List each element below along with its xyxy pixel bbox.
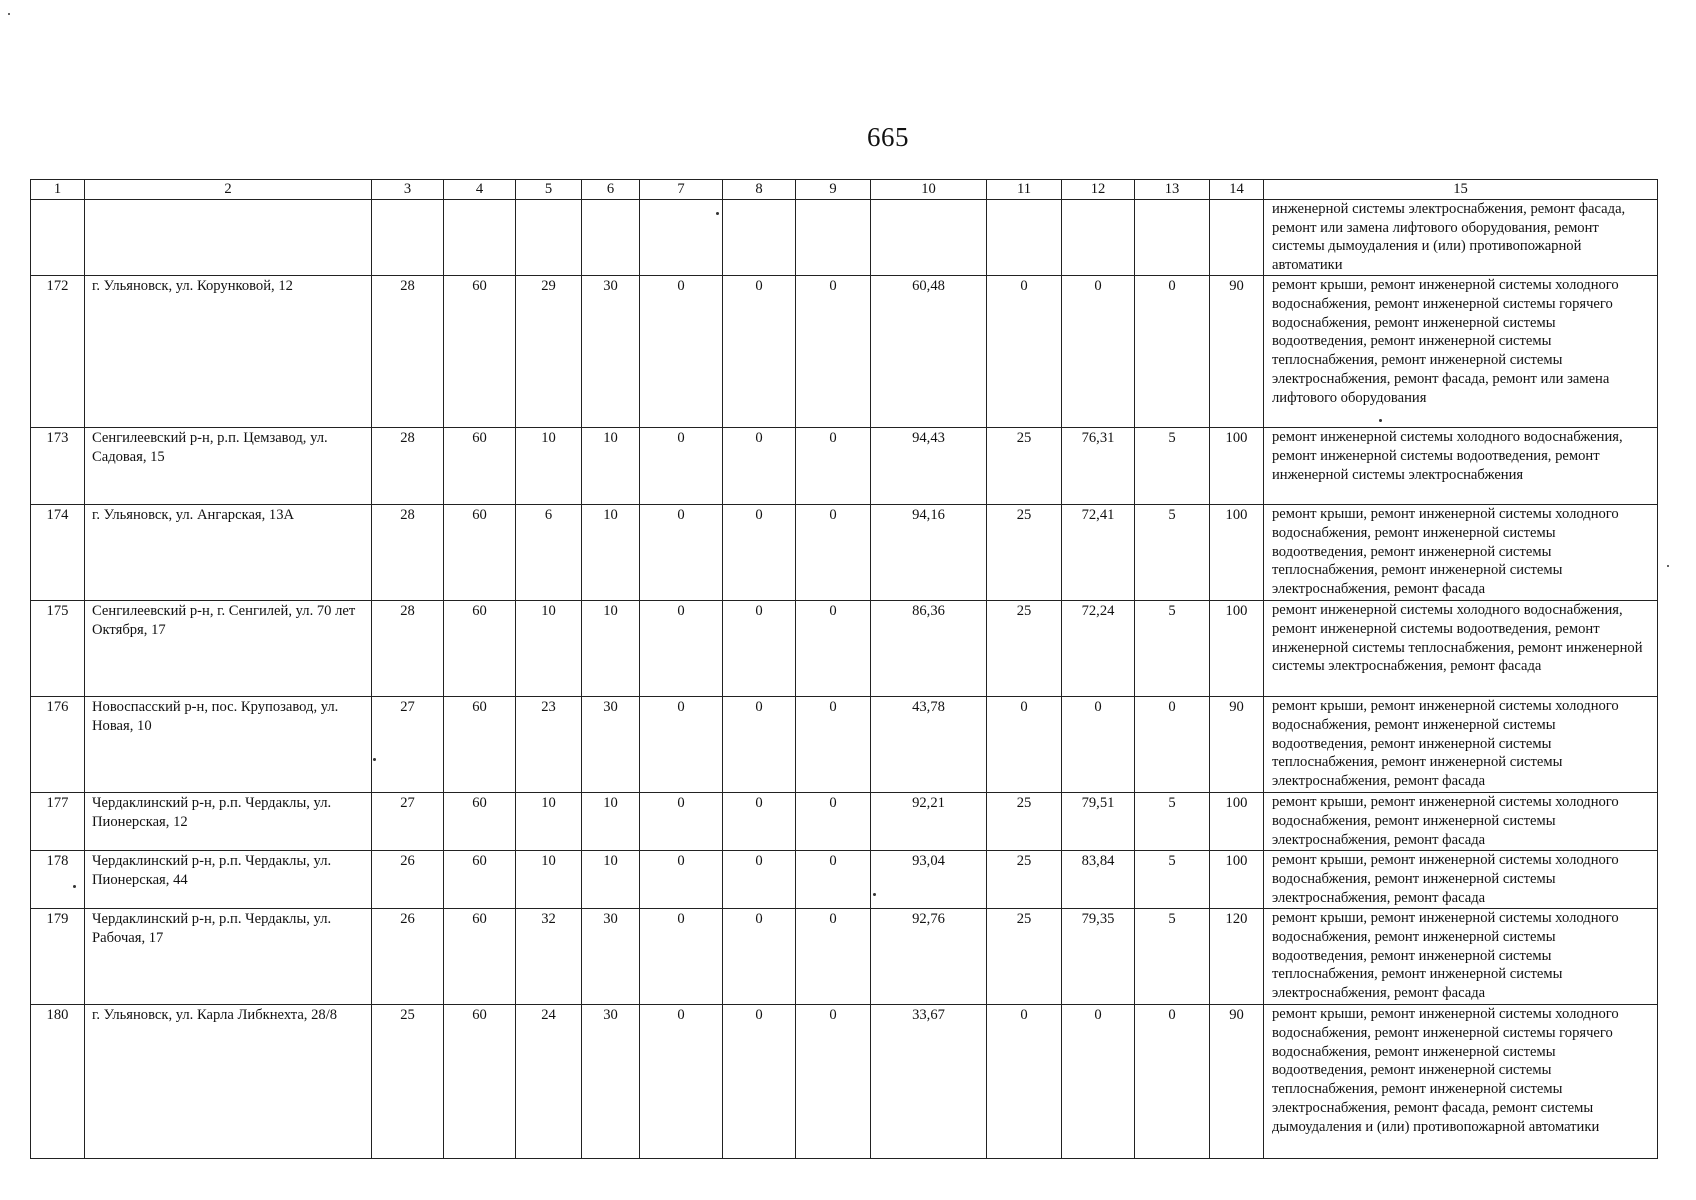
header-cell: 2 [85, 180, 372, 200]
page-number: 665 [867, 122, 909, 152]
value-cell: 90 [1210, 275, 1264, 427]
header-cell: 12 [1062, 180, 1135, 200]
works-list-cell: ремонт крыши, ремонт инженерной системы холодного водоснабжения, ремонт инженерной системы электроснабжения, ремонт фасада [1264, 850, 1658, 908]
value-cell [582, 199, 640, 275]
row-number-cell [31, 199, 85, 275]
table-body [31, 199, 1658, 1158]
works-list-cell: ремонт крыши, ремонт инженерной системы холодного водоснабжения, ремонт инженерной системы водоотведения, ремонт инженерной системы теплоснабжения, ремонт инженерной системы электроснабжения, ремонт фасада [1264, 908, 1658, 1004]
table-row [31, 199, 1658, 275]
row-number-cell: 172 [31, 275, 85, 427]
header-cell: 9 [796, 180, 871, 200]
works-list-cell: ремонт инженерной системы холодного водоснабжения, ремонт инженерной системы водоотведения, ремонт инженерной системы электроснабжения [1264, 427, 1658, 504]
column-number-header [31, 180, 1658, 200]
header-cell: 15 [1264, 180, 1658, 200]
address-cell: Чердаклинский р-н, р.п. Чердаклы, ул. Рабочая, 17 [85, 908, 372, 1004]
value-cell: 27 [372, 696, 444, 792]
value-cell: 25 [987, 427, 1062, 504]
value-cell: 100 [1210, 850, 1264, 908]
row-number-cell: 179 [31, 908, 85, 1004]
value-cell: 0 [723, 792, 796, 850]
header-cell: 8 [723, 180, 796, 200]
value-cell: 10 [582, 850, 640, 908]
table-row [31, 600, 1658, 696]
value-cell: 30 [582, 275, 640, 427]
value-cell: 94,43 [871, 427, 987, 504]
value-cell: 0 [723, 504, 796, 600]
works-list-cell: ремонт крыши, ремонт инженерной системы холодного водоснабжения, ремонт инженерной системы горячего водоснабжения, ремонт инженерной системы водоотведения, ремонт инженерной системы теплоснабжения, ремонт инженерной системы электроснабжения, ремонт фасада, ремонт системы дымоудаления и (или) противопожарной автоматики [1264, 1004, 1658, 1158]
value-cell: 0 [796, 504, 871, 600]
value-cell: 0 [796, 908, 871, 1004]
value-cell: 0 [987, 696, 1062, 792]
value-cell: 60 [444, 792, 516, 850]
value-cell: 0 [640, 275, 723, 427]
address-cell: Чердаклинский р-н, р.п. Чердаклы, ул. Пионерская, 44 [85, 850, 372, 908]
value-cell: 0 [796, 850, 871, 908]
value-cell: 60 [444, 504, 516, 600]
value-cell: 60 [444, 427, 516, 504]
value-cell [723, 199, 796, 275]
value-cell: 0 [723, 908, 796, 1004]
scan-speck [73, 885, 76, 888]
table-row [31, 696, 1658, 792]
value-cell: 28 [372, 600, 444, 696]
works-list-cell: ремонт инженерной системы холодного водоснабжения, ремонт инженерной системы водоотведения, ремонт инженерной системы теплоснабжения, ремонт инженерной системы электроснабжения, ремонт фасада [1264, 600, 1658, 696]
value-cell: 30 [582, 908, 640, 1004]
row-number-cell: 178 [31, 850, 85, 908]
row-number-cell: 177 [31, 792, 85, 850]
value-cell [1062, 199, 1135, 275]
value-cell [516, 199, 582, 275]
header-cell: 5 [516, 180, 582, 200]
value-cell: 0 [640, 696, 723, 792]
value-cell: 10 [582, 600, 640, 696]
value-cell: 0 [796, 427, 871, 504]
value-cell: 10 [516, 600, 582, 696]
value-cell: 24 [516, 1004, 582, 1158]
value-cell: 94,16 [871, 504, 987, 600]
row-number-cell: 175 [31, 600, 85, 696]
table-row [31, 908, 1658, 1004]
value-cell [1210, 199, 1264, 275]
value-cell: 0 [640, 1004, 723, 1158]
value-cell: 0 [723, 600, 796, 696]
value-cell: 0 [796, 792, 871, 850]
header-row [31, 180, 1658, 200]
value-cell: 10 [516, 427, 582, 504]
value-cell: 25 [987, 908, 1062, 1004]
value-cell: 90 [1210, 1004, 1264, 1158]
value-cell: 0 [723, 696, 796, 792]
value-cell: 0 [987, 275, 1062, 427]
value-cell: 60 [444, 908, 516, 1004]
value-cell: 60,48 [871, 275, 987, 427]
value-cell: 0 [796, 1004, 871, 1158]
value-cell: 0 [640, 427, 723, 504]
value-cell [987, 199, 1062, 275]
address-cell: Сенгилеевский р-н, р.п. Цемзавод, ул. Садовая, 15 [85, 427, 372, 504]
table-row [31, 850, 1658, 908]
value-cell: 100 [1210, 792, 1264, 850]
value-cell: 43,78 [871, 696, 987, 792]
value-cell: 76,31 [1062, 427, 1135, 504]
value-cell: 26 [372, 908, 444, 1004]
value-cell [871, 199, 987, 275]
scan-speck [716, 212, 719, 215]
header-cell: 1 [31, 180, 85, 200]
value-cell: 83,84 [1062, 850, 1135, 908]
value-cell: 0 [723, 275, 796, 427]
value-cell: 60 [444, 275, 516, 427]
value-cell: 0 [723, 850, 796, 908]
value-cell: 60 [444, 600, 516, 696]
value-cell: 72,24 [1062, 600, 1135, 696]
works-list-cell: ремонт крыши, ремонт инженерной системы холодного водоснабжения, ремонт инженерной системы водоотведения, ремонт инженерной системы теплоснабжения, ремонт инженерной системы электроснабжения, ремонт фасада [1264, 696, 1658, 792]
value-cell: 27 [372, 792, 444, 850]
repair-program-table [30, 179, 1658, 1159]
value-cell: 0 [640, 600, 723, 696]
value-cell: 33,67 [871, 1004, 987, 1158]
value-cell: 5 [1135, 504, 1210, 600]
value-cell: 5 [1135, 850, 1210, 908]
value-cell: 0 [796, 275, 871, 427]
header-cell: 4 [444, 180, 516, 200]
value-cell: 0 [640, 908, 723, 1004]
table-row [31, 504, 1658, 600]
address-cell: Новоспасский р-н, пос. Крупозавод, ул. Новая, 10 [85, 696, 372, 792]
scan-speck [1379, 419, 1382, 422]
value-cell: 32 [516, 908, 582, 1004]
table-row [31, 275, 1658, 427]
value-cell: 93,04 [871, 850, 987, 908]
value-cell: 0 [1135, 1004, 1210, 1158]
address-cell: Сенгилеевский р-н, г. Сенгилей, ул. 70 лет Октября, 17 [85, 600, 372, 696]
address-cell: г. Ульяновск, ул. Корунковой, 12 [85, 275, 372, 427]
row-number-cell: 174 [31, 504, 85, 600]
value-cell: 120 [1210, 908, 1264, 1004]
value-cell: 5 [1135, 600, 1210, 696]
value-cell: 92,76 [871, 908, 987, 1004]
value-cell: 28 [372, 504, 444, 600]
value-cell: 0 [796, 696, 871, 792]
value-cell: 28 [372, 275, 444, 427]
value-cell: 30 [582, 1004, 640, 1158]
value-cell: 25 [987, 792, 1062, 850]
value-cell: 0 [796, 600, 871, 696]
value-cell: 10 [582, 792, 640, 850]
value-cell: 26 [372, 850, 444, 908]
value-cell: 0 [1062, 275, 1135, 427]
value-cell: 0 [987, 1004, 1062, 1158]
value-cell: 25 [987, 504, 1062, 600]
value-cell: 10 [582, 427, 640, 504]
header-cell: 11 [987, 180, 1062, 200]
address-cell: Чердаклинский р-н, р.п. Чердаклы, ул. Пионерская, 12 [85, 792, 372, 850]
value-cell [444, 199, 516, 275]
row-number-cell: 176 [31, 696, 85, 792]
value-cell: 100 [1210, 504, 1264, 600]
value-cell: 60 [444, 696, 516, 792]
value-cell: 0 [723, 427, 796, 504]
table-row [31, 1004, 1658, 1158]
value-cell: 100 [1210, 600, 1264, 696]
table-row [31, 792, 1658, 850]
value-cell: 0 [640, 792, 723, 850]
header-cell: 10 [871, 180, 987, 200]
value-cell: 5 [1135, 792, 1210, 850]
value-cell: 0 [640, 504, 723, 600]
scan-speck [8, 13, 10, 15]
value-cell: 10 [516, 850, 582, 908]
scan-speck [373, 758, 376, 761]
row-number-cell: 180 [31, 1004, 85, 1158]
header-cell: 6 [582, 180, 640, 200]
value-cell: 0 [1062, 696, 1135, 792]
value-cell: 79,51 [1062, 792, 1135, 850]
works-list-cell: ремонт крыши, ремонт инженерной системы холодного водоснабжения, ремонт инженерной системы водоотведения, ремонт инженерной системы теплоснабжения, ремонт инженерной системы электроснабжения, ремонт фасада [1264, 504, 1658, 600]
value-cell: 5 [1135, 427, 1210, 504]
works-list-cell: инженерной системы электроснабжения, ремонт фасада, ремонт или замена лифтового оборудования, ремонт системы дымоудаления и (или) противопожарной автоматики [1264, 199, 1658, 275]
value-cell: 92,21 [871, 792, 987, 850]
value-cell: 23 [516, 696, 582, 792]
value-cell: 10 [516, 792, 582, 850]
address-cell: г. Ульяновск, ул. Ангарская, 13А [85, 504, 372, 600]
value-cell [796, 199, 871, 275]
works-list-cell: ремонт крыши, ремонт инженерной системы холодного водоснабжения, ремонт инженерной системы электроснабжения, ремонт фасада [1264, 792, 1658, 850]
header-cell: 14 [1210, 180, 1264, 200]
value-cell: 90 [1210, 696, 1264, 792]
value-cell: 5 [1135, 908, 1210, 1004]
value-cell: 6 [516, 504, 582, 600]
value-cell: 86,36 [871, 600, 987, 696]
address-cell [85, 199, 372, 275]
value-cell: 0 [640, 850, 723, 908]
value-cell [1135, 199, 1210, 275]
scan-speck [873, 893, 876, 896]
address-cell: г. Ульяновск, ул. Карла Либкнехта, 28/8 [85, 1004, 372, 1158]
table-row [31, 427, 1658, 504]
value-cell: 10 [582, 504, 640, 600]
value-cell: 60 [444, 1004, 516, 1158]
value-cell: 28 [372, 427, 444, 504]
row-number-cell: 173 [31, 427, 85, 504]
header-cell: 7 [640, 180, 723, 200]
header-cell: 3 [372, 180, 444, 200]
value-cell: 60 [444, 850, 516, 908]
value-cell: 0 [1135, 275, 1210, 427]
value-cell: 29 [516, 275, 582, 427]
value-cell: 79,35 [1062, 908, 1135, 1004]
value-cell: 30 [582, 696, 640, 792]
value-cell [372, 199, 444, 275]
value-cell: 25 [987, 600, 1062, 696]
value-cell: 25 [987, 850, 1062, 908]
value-cell: 100 [1210, 427, 1264, 504]
value-cell: 0 [1135, 696, 1210, 792]
value-cell: 25 [372, 1004, 444, 1158]
scan-speck [1667, 565, 1669, 567]
value-cell: 0 [1062, 1004, 1135, 1158]
header-cell: 13 [1135, 180, 1210, 200]
works-list-cell: ремонт крыши, ремонт инженерной системы холодного водоснабжения, ремонт инженерной системы горячего водоснабжения, ремонт инженерной системы водоотведения, ремонт инженерной системы теплоснабжения, ремонт инженерной системы электроснабжения, ремонт фасада, ремонт или замена лифтового оборудования [1264, 275, 1658, 427]
value-cell [640, 199, 723, 275]
value-cell: 72,41 [1062, 504, 1135, 600]
value-cell: 0 [723, 1004, 796, 1158]
